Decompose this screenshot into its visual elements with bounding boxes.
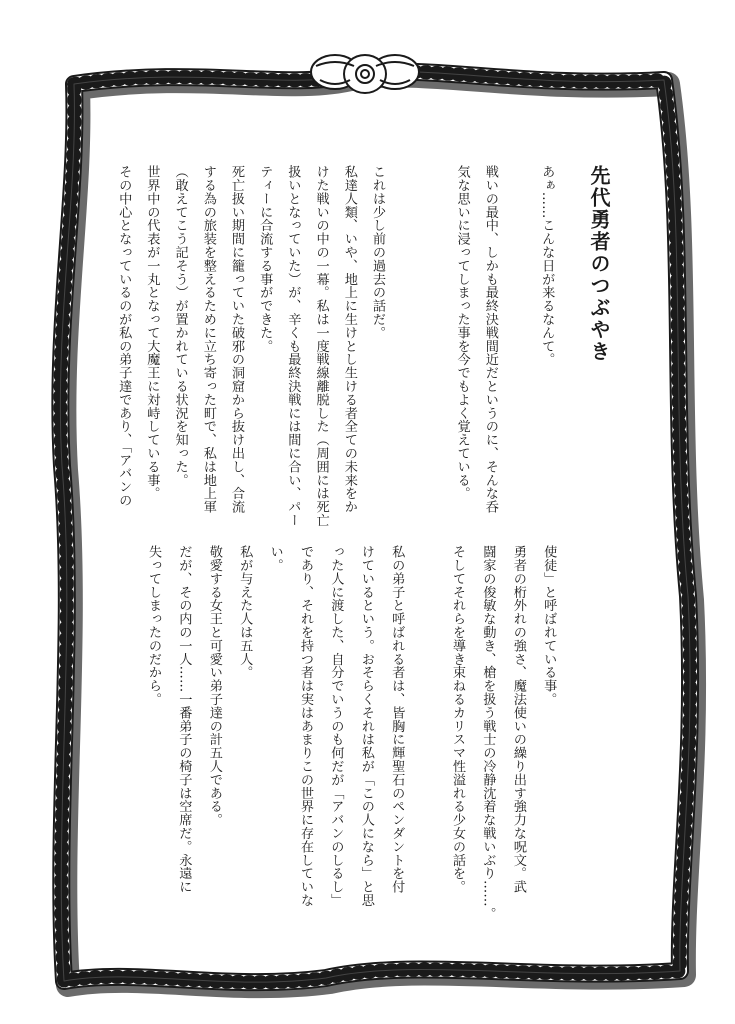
text-line: 世界中の代表が一丸となって大魔王に対峙している事。	[144, 165, 160, 500]
text-line: けているという。おそらくそれは私が「この人になら」と思	[358, 545, 374, 907]
document-title: 先代勇者のつぶやき	[587, 165, 611, 363]
text-line: あぁ……こんな日が来るなんて。	[539, 165, 555, 366]
text-line: （敢えてこう記そう）が置かれている状況を知った。	[172, 165, 188, 487]
text-line: 使徒」と呼ばれている事。	[541, 545, 557, 706]
text-line: 闘家の俊敏な動き、槍を扱う戦士の冷静沈着な戦いぶり……。	[480, 545, 496, 921]
text-line: だが、その内の一人……一番弟子の椅子は空席だ。永遠に	[176, 545, 192, 894]
text-line: 失ってしまったのだから。	[146, 545, 161, 706]
text-line: った人に渡した、自分でいうのも何だが「アバンのしるし」	[328, 545, 344, 907]
text-line: けた戦いの中の一幕。私は一度戦線離脱した（周囲には死亡	[313, 165, 329, 527]
text-line: 勇者の桁外れの強さ、魔法使いの繰り出す強力な呪文。武	[510, 545, 526, 894]
rope-knot	[311, 55, 419, 93]
text-line: ティーに合流する事ができた。	[257, 165, 273, 353]
text-line: い。	[267, 545, 283, 572]
text-line: これは少し前の過去の話だ。	[370, 165, 385, 340]
text-line: 死亡扱い期間に籠っていた破邪の洞窟から抜け出し、合流	[229, 165, 244, 514]
text-line: 私達人類、いや、地上に生けとし生ける者全ての未来をか	[341, 165, 357, 514]
text-line: 敬愛する女王と可愛い弟子達の計五人である。	[206, 545, 222, 827]
text-line: 私が与えた人は五人。	[237, 545, 253, 679]
text-line: 気な思いに浸ってしまった事を今でもよく覚えている。	[454, 165, 470, 500]
text-line: 私の弟子と呼ばれる者は、皆胸に輝聖石のペンダントを付	[389, 545, 405, 894]
text-line: 戦いの最中、しかも最終決戦間近だというのに、そんな呑	[482, 165, 498, 514]
text-line: その中心となっているのが私の弟子達であり、「アバンの	[116, 165, 132, 507]
text-line: であり、それを持つ者は実はあまりこの世界に存在していな	[298, 545, 313, 907]
text-line: する為の旅装を整えるために立ち寄った町で、私は地上軍	[200, 165, 216, 514]
text-line: そしてそれらを導き束ねるカリスマ性溢れる少女の話を。	[450, 545, 465, 894]
text-line: 扱いとなっていた）が、辛くも最終決戦には間に合い、パー	[285, 165, 301, 527]
